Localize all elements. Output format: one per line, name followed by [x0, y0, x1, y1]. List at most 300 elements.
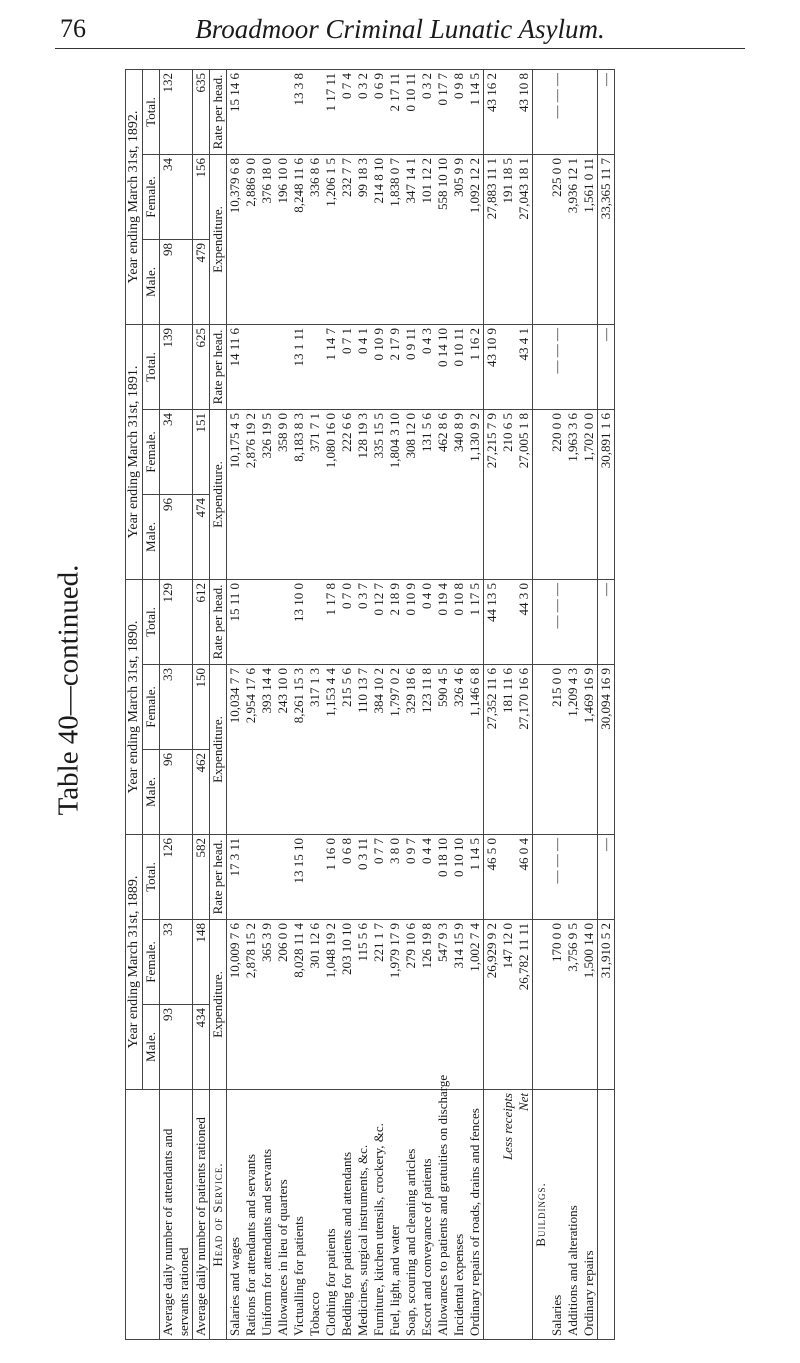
amount-cell: 99 18 3 — [355, 157, 370, 197]
amount-cell: 301 12 6 — [307, 923, 322, 969]
amount-cell — [307, 838, 323, 916]
net-label: Net — [516, 1093, 531, 1112]
page-header — [0, 0, 800, 60]
col-female: Female. — [143, 409, 160, 494]
amount-cell — [307, 583, 323, 661]
col-total: Total. — [143, 324, 160, 409]
buildings-exp-1891 — [533, 409, 598, 579]
receipts-rate — [500, 328, 516, 406]
gross-total: 27,883 11 1 — [484, 157, 499, 220]
service-rate-1892 — [227, 69, 484, 154]
amount-cell: 215 5 6 — [339, 667, 354, 707]
amount-cell: 0 9 11 — [403, 327, 418, 360]
amount-cell — [275, 583, 291, 661]
amount-cell: 0 7 4 — [339, 72, 354, 99]
patients-female: 151 — [193, 409, 210, 494]
receipts-total: 191 18 5 — [500, 157, 515, 204]
totals-exp-1892 — [484, 154, 533, 324]
col-male: Male. — [143, 239, 160, 324]
col-rate: Rate per head. — [210, 579, 227, 664]
gross-total: 27,352 11 6 — [484, 667, 499, 730]
page-number: 76 — [60, 14, 86, 43]
col-female: Female. — [143, 664, 160, 749]
amount-cell: 326 4 6 — [451, 667, 466, 707]
grand-total-1889: 31,910 5 2 — [598, 920, 615, 1090]
patients-total: 625 — [193, 324, 210, 409]
buildings-rate-1890 — [533, 579, 598, 664]
service-rate-1890 — [227, 579, 484, 664]
amount-cell: 8,183 8 3 — [291, 412, 306, 462]
amount-cell: 393 14 4 — [259, 667, 274, 714]
col-male: Male. — [143, 1005, 160, 1090]
amount-cell: 220 0 0 — [549, 412, 564, 452]
totals-rate-1889 — [484, 834, 533, 919]
amount-cell: 221 1 7 — [371, 923, 386, 962]
amount-cell — [307, 73, 323, 151]
amount-cell: 214 8 10 — [371, 157, 386, 204]
running-title: Broadmoor Criminal Lunatic Asylum. — [195, 14, 605, 44]
corner-cell — [126, 1090, 160, 1340]
amount-cell — [307, 328, 323, 406]
attendants-male: 96 — [160, 749, 193, 834]
amount-cell: 0 3 11 — [355, 837, 370, 871]
amount-cell: 0 12 7 — [371, 582, 386, 616]
attendants-female: 33 — [160, 920, 193, 1005]
row-buildings — [533, 69, 598, 1339]
spacer — [533, 838, 549, 916]
attendants-total: 129 — [160, 579, 193, 664]
amount-cell: 2,954 17 6 — [243, 667, 258, 724]
col-female: Female. — [143, 920, 160, 1005]
col-expenditure: Expenditure. — [210, 154, 227, 324]
buildings-rate-1889 — [533, 834, 598, 919]
totals-exp-1890 — [484, 664, 533, 834]
attendants-female: 34 — [160, 409, 193, 494]
service-item-label: Uniform for attendants and servants — [259, 1148, 274, 1336]
amount-cell: 347 14 1 — [403, 157, 418, 204]
expenditure-table-rotated — [125, 70, 735, 1340]
service-item-label: Furniture, kitchen utensils, crockery, &c. — [371, 1123, 386, 1336]
gross-rate: 44 13 5 — [484, 582, 499, 622]
spacer — [533, 158, 549, 321]
service-item-label: Fuel, light, and water — [387, 1225, 402, 1336]
amount-cell: 1,500 14 0 — [581, 923, 596, 979]
amount-cell: 1,838 0 7 — [387, 157, 402, 207]
amount-cell: 1 16 2 — [467, 327, 482, 361]
buildings-labels — [533, 1090, 598, 1340]
year-header-1891: Year ending March 31st, 1891. — [126, 324, 143, 579]
amount-cell: 10,175 4 5 — [227, 412, 242, 469]
amount-cell: 0 3 2 — [355, 72, 370, 99]
amount-cell: 15 11 0 — [227, 582, 242, 622]
amount-cell: 110 13 7 — [355, 667, 370, 714]
year-header-1889: Year ending March 31st, 1889. — [126, 834, 143, 1089]
rate-blank: — — — — [549, 327, 564, 374]
amount-cell — [259, 583, 275, 661]
receipts-rate — [500, 583, 516, 661]
amount-cell: 1,048 19 2 — [323, 923, 338, 979]
amount-cell: 8,261 15 3 — [291, 667, 306, 724]
amount-cell: 1 14 5 — [467, 837, 482, 871]
amount-cell: 170 0 0 — [549, 923, 564, 962]
amount-cell: 317 1 3 — [307, 667, 322, 707]
amount-cell: 126 19 8 — [419, 923, 434, 969]
col-male: Male. — [143, 749, 160, 834]
service-exp-1891 — [227, 409, 484, 579]
amount-cell: 101 12 2 — [419, 157, 434, 204]
amount-cell: 1,561 0 11 — [581, 157, 596, 213]
service-item-label: Allowances to patients and gratuities on discharge — [435, 1074, 450, 1336]
col-rate: Rate per head. — [210, 834, 227, 919]
amount-cell: 340 8 9 — [451, 412, 466, 452]
totals-exp-1889 — [484, 920, 533, 1090]
patients-female: 148 — [193, 920, 210, 1005]
service-item-label: Medicines, surgical instruments, &c. — [355, 1144, 370, 1336]
spacer — [533, 413, 549, 576]
grand-total-label — [598, 1090, 615, 1340]
service-rate-1891 — [227, 324, 484, 409]
amount-cell: 13 1 11 — [291, 327, 306, 367]
amount-cell: 1,080 16 0 — [323, 412, 338, 469]
amount-cell: 0 10 10 — [451, 837, 466, 877]
grand-rate-1890: — — [598, 579, 615, 664]
attendants-female: 34 — [160, 154, 193, 239]
building-item-label: Salaries — [549, 1294, 564, 1336]
attendants-total: 126 — [160, 834, 193, 919]
amount-cell: 279 10 6 — [403, 923, 418, 969]
building-item-label: Ordinary repairs — [581, 1250, 596, 1336]
spacer — [533, 328, 549, 406]
amount-cell: 10,379 6 8 — [227, 157, 242, 214]
amount-cell: 203 10 10 — [339, 923, 354, 975]
amount-cell: 1,209 4 3 — [565, 667, 580, 717]
amount-cell: 0 10 11 — [403, 72, 418, 112]
amount-cell: 1,804 3 10 — [387, 412, 402, 469]
building-item-label: Additions and alterations — [565, 1205, 580, 1336]
gross-rate: 43 10 9 — [484, 327, 499, 367]
grand-rate-1891: — — [598, 324, 615, 409]
amount-cell — [243, 838, 259, 916]
col-female: Female. — [143, 154, 160, 239]
amount-cell: 243 10 0 — [275, 667, 290, 714]
row-grand-total — [598, 69, 615, 1339]
amount-cell: 0 19 4 — [435, 582, 450, 616]
patients-male: 434 — [193, 1005, 210, 1090]
patients-male: 479 — [193, 239, 210, 324]
amount-cell — [243, 73, 259, 151]
amount-cell: 2 17 11 — [387, 72, 402, 112]
net-total: 27,005 1 8 — [516, 412, 531, 469]
row-label-attendants: Average daily number of attendants and servants rationed — [160, 1090, 193, 1340]
amount-cell: 0 4 3 — [419, 327, 434, 354]
grand-rate-1889: — — [598, 834, 615, 919]
col-total: Total. — [143, 579, 160, 664]
gross-total: 26,929 9 2 — [484, 923, 499, 979]
spacer — [533, 73, 549, 151]
amount-cell: 13 3 8 — [291, 72, 306, 106]
col-expenditure: Expenditure. — [210, 920, 227, 1090]
totals-rate-1890 — [484, 579, 533, 664]
amount-cell: 2,886 9 0 — [243, 157, 258, 207]
amount-cell: 0 4 1 — [355, 327, 370, 354]
net-rate: 44 3 0 — [516, 582, 531, 616]
less-receipts-label: Less receipts — [500, 1093, 515, 1161]
amount-cell: 3,936 12 1 — [565, 157, 580, 214]
amount-cell: 1,469 16 9 — [581, 667, 596, 724]
col-total: Total. — [143, 834, 160, 919]
net-total: 27,170 16 6 — [516, 667, 531, 730]
amount-cell: 358 9 0 — [275, 412, 290, 452]
grand-total-1890: 30,094 16 9 — [598, 664, 615, 834]
amount-cell: 2 18 9 — [387, 582, 402, 616]
amount-cell: 1 16 0 — [323, 837, 338, 871]
totals-rate-1891 — [484, 324, 533, 409]
year-header-1890: Year ending March 31st, 1890. — [126, 579, 143, 834]
amount-cell: 8,248 11 6 — [291, 157, 306, 213]
rate-blank: — — — — [549, 72, 564, 119]
amount-cell: 371 7 1 — [307, 412, 322, 452]
gross-label — [484, 1093, 500, 1336]
amount-cell: 1,979 17 9 — [387, 923, 402, 979]
buildings-exp-1892 — [533, 154, 598, 324]
gross-rate: 43 16 2 — [484, 72, 499, 112]
totals-labels — [484, 1090, 533, 1340]
spacer — [533, 583, 549, 661]
amount-cell — [259, 838, 275, 916]
buildings-exp-1889 — [533, 920, 598, 1090]
amount-cell: 3,756 9 5 — [565, 923, 580, 972]
attendants-male: 98 — [160, 239, 193, 324]
service-item-label: Ordinary repairs of roads, drains and fences — [467, 1108, 482, 1336]
amount-cell: 0 10 9 — [403, 582, 418, 616]
row-label-patients: Average daily number of patients rationed — [193, 1090, 210, 1340]
amount-cell: 15 14 6 — [227, 72, 242, 112]
service-item-label: Rations for attendants and servants — [243, 1154, 258, 1336]
amount-cell: 0 7 7 — [371, 837, 386, 864]
row-patients — [193, 69, 210, 1339]
amount-cell: 196 10 0 — [275, 157, 290, 204]
amount-cell: 0 3 7 — [355, 582, 370, 609]
amount-cell: 0 9 7 — [403, 837, 418, 864]
row-totals — [484, 69, 533, 1339]
col-rate: Rate per head. — [210, 69, 227, 154]
service-heading: Head of Service. — [210, 1090, 227, 1340]
amount-cell: 13 15 10 — [291, 837, 306, 884]
amount-cell: 1 17 5 — [467, 582, 482, 616]
service-item-label: Bedding for patients and attendants — [339, 1151, 354, 1336]
service-items-labels — [227, 1074, 484, 1340]
spacer — [533, 668, 549, 831]
buildings-rate-1891 — [533, 324, 598, 409]
amount-cell: 1 14 7 — [323, 327, 338, 361]
amount-cell: 215 0 0 — [549, 667, 564, 707]
amount-cell: 2,878 15 2 — [243, 923, 258, 979]
amount-cell: 308 12 0 — [403, 412, 418, 459]
header-rule — [55, 48, 745, 49]
amount-cell: 0 6 9 — [371, 72, 386, 99]
amount-cell: 558 10 10 — [435, 157, 450, 210]
service-exp-1889 — [227, 920, 484, 1090]
amount-cell — [259, 328, 275, 406]
attendants-male: 93 — [160, 1005, 193, 1090]
buildings-exp-1890 — [533, 664, 598, 834]
patients-female: 150 — [193, 664, 210, 749]
table-caption — [4, 340, 134, 1040]
amount-cell — [275, 73, 291, 151]
amount-cell: 0 10 9 — [371, 327, 386, 361]
amount-cell: 10,009 7 6 — [227, 923, 242, 979]
amount-cell: 206 0 0 — [275, 923, 290, 962]
service-item-label: Salaries and wages — [227, 1237, 242, 1336]
service-item-label: Victualling for patients — [291, 1216, 306, 1336]
amount-cell — [259, 73, 275, 151]
amount-cell: 3 8 0 — [387, 837, 402, 864]
gross-rate: 46 5 0 — [484, 837, 499, 871]
amount-cell: 384 10 2 — [371, 667, 386, 714]
amount-cell: 13 10 0 — [291, 582, 306, 622]
amount-cell: 0 4 0 — [419, 582, 434, 609]
receipts-rate — [500, 838, 516, 916]
patients-female: 156 — [193, 154, 210, 239]
amount-cell: 1,797 0 2 — [387, 667, 402, 717]
service-item-label: Incidental expenses — [451, 1233, 466, 1336]
amount-cell: 1,002 7 4 — [467, 923, 482, 972]
net-rate: 43 10 8 — [516, 72, 531, 112]
row-service-items — [227, 69, 484, 1339]
service-exp-1892 — [227, 154, 484, 324]
amount-cell: 232 7 7 — [339, 157, 354, 197]
amount-cell: 1,963 3 6 — [565, 412, 580, 462]
amount-cell: 123 11 8 — [419, 667, 434, 714]
amount-cell: 0 17 7 — [435, 72, 450, 106]
amount-cell: 17 3 11 — [227, 837, 242, 877]
amount-cell — [243, 583, 259, 661]
amount-cell — [275, 328, 291, 406]
amount-cell: 10,034 7 7 — [227, 667, 242, 724]
amount-cell: 326 19 5 — [259, 412, 274, 459]
patients-total: 635 — [193, 69, 210, 154]
amount-cell: 590 4 5 — [435, 667, 450, 707]
patients-total: 582 — [193, 834, 210, 919]
expenditure-table — [125, 69, 615, 1340]
amount-cell: 0 7 1 — [339, 327, 354, 354]
amount-cell: 222 6 6 — [339, 412, 354, 452]
col-total: Total. — [143, 69, 160, 154]
amount-cell: 0 7 0 — [339, 582, 354, 609]
grand-total-1891: 30,891 1 6 — [598, 409, 615, 579]
col-rate: Rate per head. — [210, 324, 227, 409]
amount-cell: 8,028 11 4 — [291, 923, 306, 978]
spacer — [533, 923, 549, 1086]
amount-cell: 115 5 6 — [355, 923, 370, 962]
amount-cell: 131 5 6 — [419, 412, 434, 452]
amount-cell: 1 17 11 — [323, 72, 338, 112]
row-service-header — [210, 69, 227, 1339]
buildings-rate-1892 — [533, 69, 598, 154]
receipts-total: 210 6 5 — [500, 412, 515, 452]
amount-cell: 365 3 9 — [259, 923, 274, 962]
service-exp-1890 — [227, 664, 484, 834]
amount-cell: 2 17 9 — [387, 327, 402, 361]
amount-cell: 225 0 0 — [549, 157, 564, 197]
totals-rate-1892 — [484, 69, 533, 154]
amount-cell: 2,876 19 2 — [243, 412, 258, 469]
amount-cell: 1,206 1 5 — [323, 157, 338, 207]
net-rate: 46 0 4 — [516, 837, 531, 871]
amount-cell: 1,130 9 2 — [467, 412, 482, 462]
net-rate: 43 4 1 — [516, 327, 531, 361]
amount-cell: 0 14 10 — [435, 327, 450, 367]
amount-cell: 547 9 3 — [435, 923, 450, 962]
amount-cell: 314 15 9 — [451, 923, 466, 969]
amount-cell: 1 17 8 — [323, 582, 338, 616]
amount-cell: 0 6 8 — [339, 837, 354, 864]
amount-cell: 1,153 4 4 — [323, 667, 338, 717]
year-header-row — [126, 69, 143, 1339]
receipts-rate — [500, 73, 516, 151]
service-item-label: Soap, scouring and cleaning articles — [403, 1148, 418, 1336]
receipts-total: 147 12 0 — [500, 923, 515, 969]
attendants-male: 96 — [160, 494, 193, 579]
attendants-total: 132 — [160, 69, 193, 154]
amount-cell: 128 19 3 — [355, 412, 370, 459]
amount-cell: 1,702 0 0 — [581, 412, 596, 462]
rate-blank: — — — — [549, 582, 564, 629]
amount-cell: 329 18 6 — [403, 667, 418, 714]
amount-cell: 14 11 6 — [227, 327, 242, 367]
service-item-label: Clothing for patients — [323, 1228, 338, 1336]
rate-blank: — — — — [549, 837, 564, 884]
receipts-total: 181 11 6 — [500, 667, 515, 714]
amount-cell: 1,146 6 8 — [467, 667, 482, 717]
totals-exp-1891 — [484, 409, 533, 579]
amount-cell: 0 3 2 — [419, 72, 434, 99]
col-expenditure: Expenditure. — [210, 664, 227, 834]
amount-cell — [275, 838, 291, 916]
amount-cell: 335 15 5 — [371, 412, 386, 459]
table-caption-text: Table 40—continued. — [52, 564, 85, 816]
row-attendants — [160, 69, 193, 1339]
amount-cell: 462 8 6 — [435, 412, 450, 452]
amount-cell: 1,092 12 2 — [467, 157, 482, 214]
grand-total-1892: 33,365 11 7 — [598, 154, 615, 324]
buildings-heading: Buildings. — [533, 1182, 548, 1247]
service-item-label: Escort and conveyance of patients — [419, 1158, 434, 1336]
amount-cell: 336 8 6 — [307, 157, 322, 197]
net-total: 27,043 18 1 — [516, 157, 531, 220]
amount-cell: 0 9 8 — [451, 72, 466, 99]
service-item-label: Tobacco — [307, 1292, 322, 1336]
patients-male: 462 — [193, 749, 210, 834]
amount-cell: 0 10 11 — [451, 327, 466, 367]
amount-cell: 0 10 8 — [451, 582, 466, 616]
net-total: 26,782 11 11 — [516, 923, 531, 991]
amount-cell: 305 9 9 — [451, 157, 466, 197]
year-header-1892: Year ending March 31st, 1892. — [126, 69, 143, 324]
patients-total: 612 — [193, 579, 210, 664]
col-expenditure: Expenditure. — [210, 409, 227, 579]
attendants-total: 139 — [160, 324, 193, 409]
patients-male: 474 — [193, 494, 210, 579]
amount-cell: 376 18 0 — [259, 157, 274, 204]
amount-cell — [243, 328, 259, 406]
service-rate-1889 — [227, 834, 484, 919]
grand-rate-1892: — — [598, 69, 615, 154]
amount-cell: 0 18 10 — [435, 837, 450, 877]
col-male: Male. — [143, 494, 160, 579]
attendants-female: 33 — [160, 664, 193, 749]
gross-total: 27,215 7 9 — [484, 412, 499, 469]
